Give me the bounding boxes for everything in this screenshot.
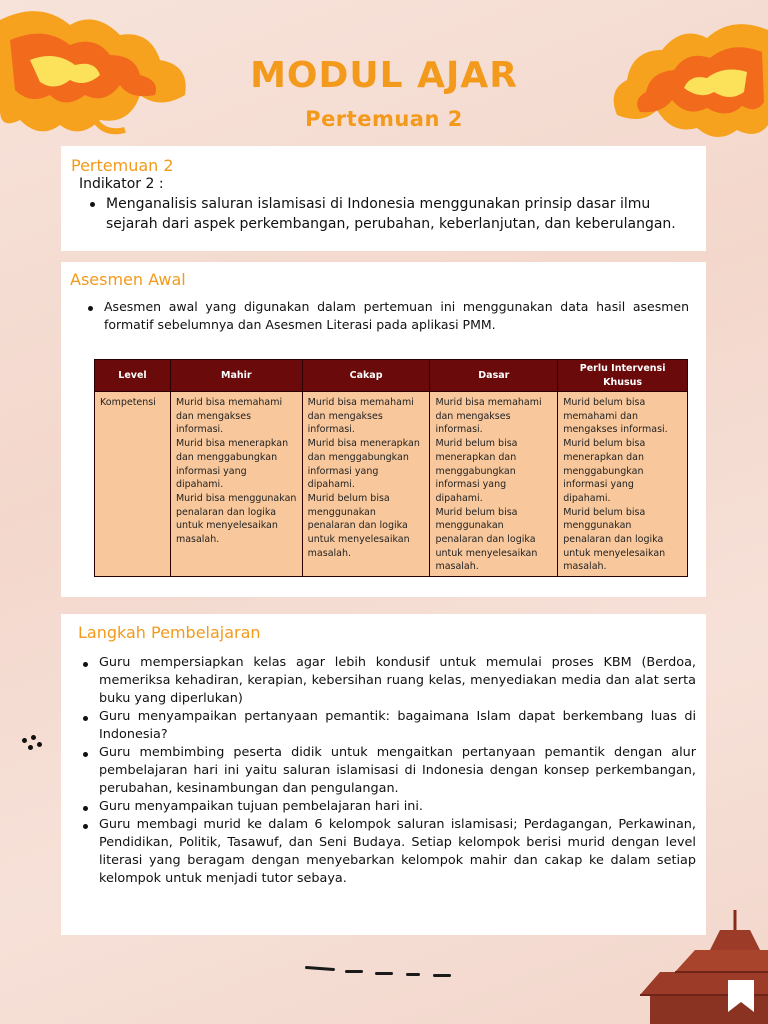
table-header: Mahir xyxy=(170,360,302,392)
cell-line: Murid belum bisa menerapkan dan menggabungkan informasi yang dipahami. xyxy=(563,438,646,504)
section-title-learning-steps: Langkah Pembelajaran xyxy=(78,623,261,642)
section-title-meeting: Pertemuan 2 xyxy=(71,156,174,175)
table-row xyxy=(95,392,688,577)
cell-line: Murid bisa menerapkan dan menggabungkan informasi yang dipahami. xyxy=(175,438,289,491)
cell-line: Murid bisa memahami dan mengakses informasi. xyxy=(435,397,542,436)
cell-line: Murid belum bisa menggunakan penalaran dan logika untuk menyelesaikan masalah. xyxy=(563,506,666,573)
list-item: Guru membimbing peserta didik untuk mengaitkan pertanyaan pemantik dengan alur pembelajaran hari ini yaitu saluran islamisasi di Indonesia dengan konsep perkembangan, perubahan, kesinambungan dan pengulangan. xyxy=(81,744,696,798)
decorative-dash xyxy=(406,973,420,976)
list-item: Guru menyampaikan tujuan pembelajaran hari ini. xyxy=(81,798,696,816)
cell-line: Murid belum bisa menerapkan dan menggabungkan informasi yang dipahami. xyxy=(435,438,518,504)
assessment-table xyxy=(94,359,688,577)
decorative-dot xyxy=(31,735,36,740)
list-item: Guru menyampaikan pertanyaan pemantik: bagaimana Islam dapat berkembang luas di Indonesia? xyxy=(81,708,696,744)
table-cell-dasar xyxy=(430,392,558,577)
table-header: Level xyxy=(95,360,171,392)
page-subtitle: Pertemuan 2 xyxy=(305,107,463,131)
decorative-dash xyxy=(305,966,335,971)
indicator-list xyxy=(88,194,698,234)
list-item: Asesmen awal yang digunakan dalam pertemuan ini menggunakan data hasil asesmen formatif sebelumnya dan Asesmen Literasi pada aplikasi PMM. xyxy=(86,298,689,334)
table-header: Perlu Intervensi Khusus xyxy=(558,360,688,392)
learning-steps-list xyxy=(81,654,696,888)
assessment-card xyxy=(61,262,706,597)
cell-line: Murid belum bisa menggunakan penalaran dan logika untuk menyelesaikan masalah. xyxy=(435,506,538,573)
row-label: Kompetensi xyxy=(95,392,171,577)
list-item: Guru mempersiapkan kelas agar lebih kondusif untuk memulai proses KBM (Berdoa, memeriksa kehadiran, kerapian, kebersihan ruang kelas, menyediakan media dan alat serta buku yang diperlukan) xyxy=(81,654,696,708)
table-cell-mahir xyxy=(170,392,302,577)
cell-line: Murid belum bisa menggunakan penalaran dan logika untuk menyelesaikan masalah. xyxy=(307,492,410,559)
assessment-list xyxy=(86,298,689,334)
decorative-dot xyxy=(37,742,42,747)
indicator-label: Indikator 2 : xyxy=(79,176,164,192)
table-header: Cakap xyxy=(302,360,430,392)
cell-line: Murid bisa menerapkan dan menggabungkan informasi yang dipahami. xyxy=(307,438,420,491)
decorative-dot xyxy=(28,745,33,750)
cell-line: Murid bisa menggunakan penalaran dan logika untuk menyelesaikan masalah. xyxy=(175,492,297,546)
decorative-dash xyxy=(433,974,451,977)
cell-line: Murid bisa memahami dan mengakses informasi. xyxy=(175,397,283,436)
cell-line: Murid bisa memahami dan mengakses informasi. xyxy=(307,397,414,436)
list-item: Guru membagi murid ke dalam 6 kelompok saluran islamisasi; Perdagangan, Perkawinan, Pendidikan, Politik, Tasawuf, dan Seni Budaya. Setiap kelompok berisi murid dengan level literasi yang beragam dengan menyebarkan kelompok mahir dan cakap ke dalam setiap kelompok untuk menjadi tutor sebaya. xyxy=(81,816,696,888)
section-title-assessment: Asesmen Awal xyxy=(70,270,186,289)
page-title: MODUL AJAR xyxy=(250,55,518,96)
cell-line: Murid belum bisa memahami dan mengakses informasi. xyxy=(563,397,668,436)
table-header-row xyxy=(95,360,688,392)
meeting-card xyxy=(61,146,706,251)
decorative-dash xyxy=(375,972,393,975)
decorative-dash xyxy=(345,970,363,973)
decorative-dot xyxy=(22,738,27,743)
table-cell-intervensi xyxy=(558,392,688,577)
list-item: Menganalisis saluran islamisasi di Indonesia menggunakan prinsip dasar ilmu sejarah dari aspek perkembangan, perubahan, keberlanjutan, dan keberulangan. xyxy=(88,194,698,234)
table-header: Dasar xyxy=(430,360,558,392)
learning-steps-card xyxy=(61,614,706,935)
bookmark-icon xyxy=(726,978,756,1014)
table-cell-cakap xyxy=(302,392,430,577)
